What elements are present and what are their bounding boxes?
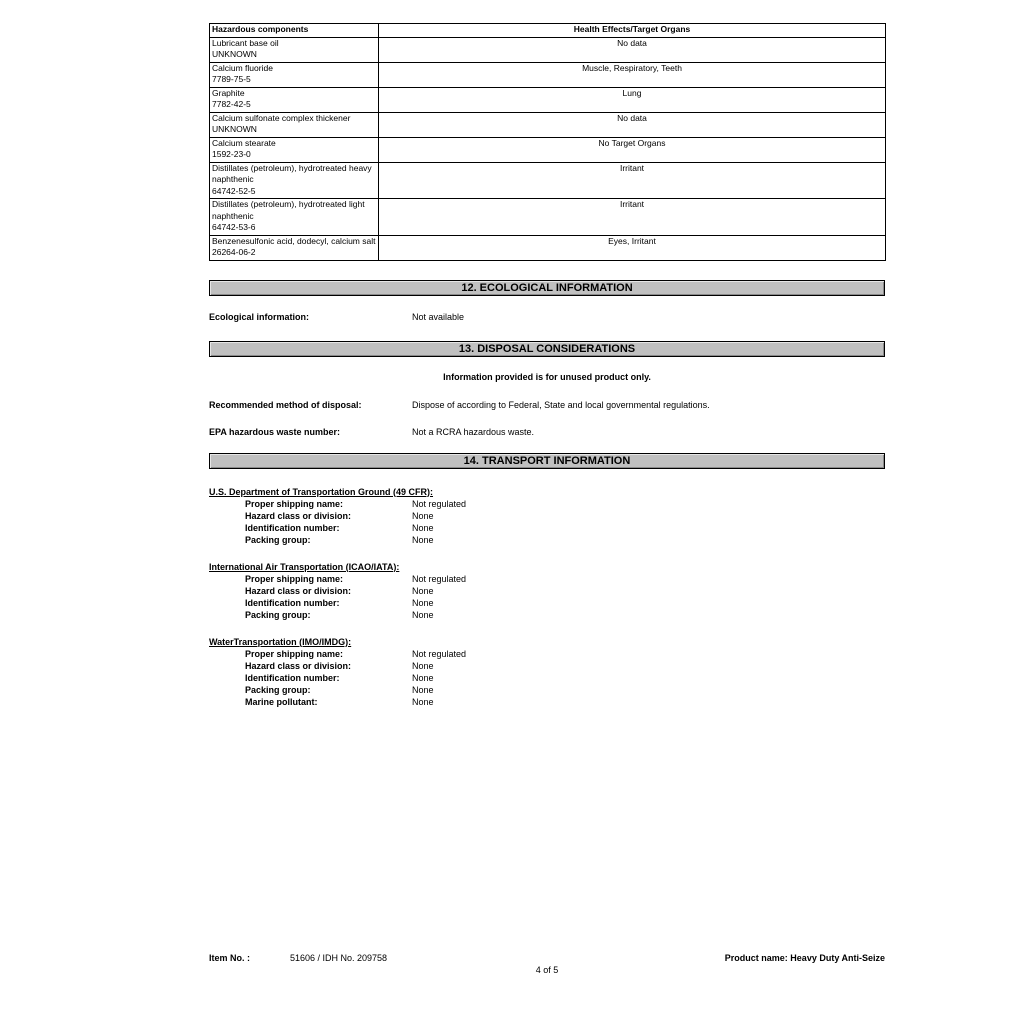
transport-row xyxy=(209,585,885,597)
component-name: Benzenesulfonic acid, dodecyl, calcium salt xyxy=(212,235,376,246)
transport-row-label: Hazard class or division: xyxy=(245,510,352,521)
transport-row-value: Not regulated xyxy=(412,498,467,509)
component-cas: 7789-75-5 xyxy=(212,74,251,84)
component-cas: 7782-42-5 xyxy=(212,99,251,109)
transport-row xyxy=(209,498,885,510)
epa-waste-number-row xyxy=(209,426,885,438)
table-row xyxy=(210,37,886,62)
disposal-note: Information provided is for unused product only. xyxy=(443,371,651,382)
transport-group-air-icao-iata xyxy=(209,561,885,621)
table-row xyxy=(210,235,886,260)
table-row xyxy=(210,112,886,137)
footer-item xyxy=(209,952,387,964)
component-effects: Lung xyxy=(379,87,886,112)
component-effects: Eyes, Irritant xyxy=(379,235,886,260)
component-effects: No data xyxy=(379,37,886,62)
component-name: Distillates (petroleum), hydrotreated heavy naphthenic xyxy=(212,162,372,184)
component-name: Graphite xyxy=(212,87,245,98)
component-name: Distillates (petroleum), hydrotreated light naphthenic xyxy=(212,199,365,221)
table-row xyxy=(210,162,886,199)
transport-row-value: None xyxy=(412,609,434,620)
page-content xyxy=(209,23,885,723)
transport-row xyxy=(209,660,885,672)
ecological-information-value: Not available xyxy=(412,311,465,322)
transport-group-dot-ground xyxy=(209,486,885,546)
disposal-method-row xyxy=(209,399,885,411)
transport-row-label: Packing group: xyxy=(245,684,311,695)
page-number: 4 of 5 xyxy=(535,965,559,975)
transport-row-label: Hazard class or division: xyxy=(245,585,352,596)
transport-row-value: None xyxy=(412,585,434,596)
transport-row xyxy=(209,609,885,621)
transport-row xyxy=(209,522,885,534)
component-effects: No data xyxy=(379,112,886,137)
transport-row-label: Marine pollutant: xyxy=(245,696,318,707)
component-name: Calcium stearate xyxy=(212,137,276,148)
transport-row xyxy=(209,672,885,684)
transport-row-value: None xyxy=(412,660,434,671)
transport-row xyxy=(209,573,885,585)
component-effects: Irritant xyxy=(379,162,886,199)
ecological-information-label: Ecological information: xyxy=(209,311,310,322)
transport-row-value: None xyxy=(412,696,434,707)
transport-row-label: Proper shipping name: xyxy=(245,573,344,584)
component-name: Lubricant base oil xyxy=(212,37,279,48)
component-cas: 1592-23-0 xyxy=(212,149,251,159)
item-number-value: 51606 / IDH No. 209758 xyxy=(290,953,388,963)
component-cas: 64742-52-5 xyxy=(212,185,256,196)
transport-group-heading: U.S. Department of Transportation Ground (49 CFR): xyxy=(209,486,434,497)
transport-group-water-imo-imdg xyxy=(209,636,885,708)
column-header-hazardous-components: Hazardous components xyxy=(210,24,379,38)
component-cas: 64742-53-6 xyxy=(212,222,256,232)
transport-row-value: None xyxy=(412,684,434,695)
transport-row xyxy=(209,696,885,708)
column-header-health-effects: Health Effects/Target Organs xyxy=(379,24,886,38)
transport-row-label: Identification number: xyxy=(245,522,340,533)
component-cas: 26264-06-2 xyxy=(212,247,256,257)
transport-group-heading: WaterTransportation (IMO/IMDG): xyxy=(209,636,352,647)
transport-row-label: Packing group: xyxy=(245,534,311,545)
disposal-method-label: Recommended method of disposal: xyxy=(209,399,362,410)
transport-row xyxy=(209,597,885,609)
transport-row-value: Not regulated xyxy=(412,648,467,659)
transport-row xyxy=(209,534,885,546)
hazardous-components-table xyxy=(209,23,886,261)
ecological-information-row xyxy=(209,311,885,323)
transport-row-value: None xyxy=(412,672,434,683)
epa-waste-number-label: EPA hazardous waste number: xyxy=(209,426,341,437)
transport-row-value: None xyxy=(412,522,434,533)
section-header-transport-information: 14. TRANSPORT INFORMATION xyxy=(209,453,885,469)
table-row xyxy=(210,199,886,236)
transport-row-value: None xyxy=(412,597,434,608)
table-row xyxy=(210,137,886,162)
transport-row-label: Proper shipping name: xyxy=(245,498,344,509)
component-name: Calcium fluoride xyxy=(212,62,273,73)
transport-row-label: Hazard class or division: xyxy=(245,660,352,671)
transport-row-value: Not regulated xyxy=(412,573,467,584)
product-name: Product name: Heavy Duty Anti-Seize xyxy=(724,953,885,963)
epa-waste-number-value: Not a RCRA hazardous waste. xyxy=(412,426,535,437)
table-row xyxy=(210,62,886,87)
item-number-label: Item No. : xyxy=(209,953,251,963)
transport-group-heading: International Air Transportation (ICAO/IATA): xyxy=(209,561,400,572)
transport-row xyxy=(209,648,885,660)
transport-row-value: None xyxy=(412,510,434,521)
transport-row-label: Identification number: xyxy=(245,672,340,683)
transport-row-label: Proper shipping name: xyxy=(245,648,344,659)
transport-row-label: Packing group: xyxy=(245,609,311,620)
page-footer xyxy=(209,952,885,976)
transport-row-label: Identification number: xyxy=(245,597,340,608)
component-effects: No Target Organs xyxy=(379,137,886,162)
component-effects: Muscle, Respiratory, Teeth xyxy=(379,62,886,87)
component-cas: UNKNOWN xyxy=(212,124,257,134)
disposal-method-value: Dispose of according to Federal, State and local governmental regulations. xyxy=(412,399,710,410)
transport-row xyxy=(209,510,885,522)
component-name: Calcium sulfonate complex thickener xyxy=(212,112,351,123)
transport-row xyxy=(209,684,885,696)
table-row xyxy=(210,87,886,112)
transport-row-value: None xyxy=(412,534,434,545)
footer-row xyxy=(209,952,885,964)
section-header-disposal-considerations: 13. DISPOSAL CONSIDERATIONS xyxy=(209,341,885,357)
section-header-ecological-information: 12. ECOLOGICAL INFORMATION xyxy=(209,280,885,296)
component-effects: Irritant xyxy=(379,199,886,236)
component-cas: UNKNOWN xyxy=(212,49,257,59)
table-header-row xyxy=(210,24,886,38)
